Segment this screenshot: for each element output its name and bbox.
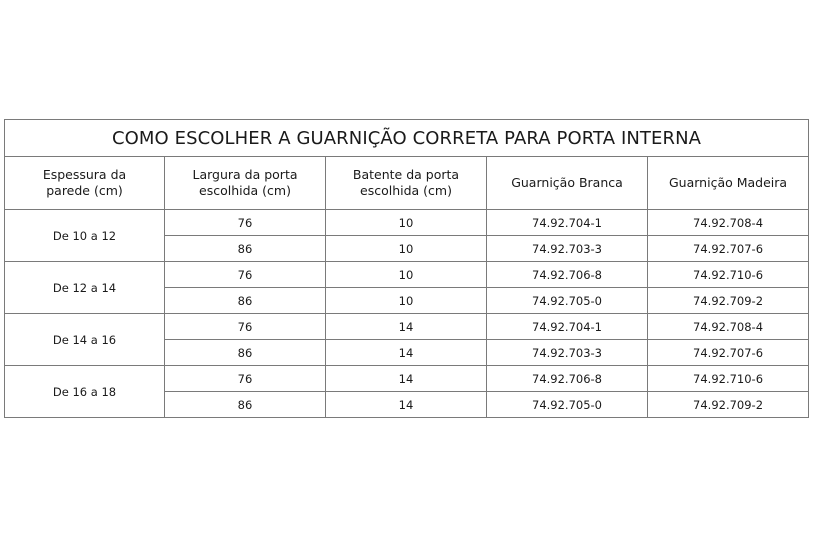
- header-wall-thickness: [5, 157, 165, 210]
- wood-trim-code: 74.92.707-6: [648, 236, 809, 262]
- wood-trim-code: 74.92.708-4: [648, 210, 809, 236]
- header-door-frame: [326, 157, 487, 210]
- table-row: [5, 366, 809, 392]
- table-row: [5, 210, 809, 236]
- door-width-cell: 76: [165, 210, 326, 236]
- white-trim-code: 74.92.704-1: [487, 210, 648, 236]
- white-trim-code: 74.92.703-3: [487, 340, 648, 366]
- header-white-trim: Guarnição Branca: [487, 157, 648, 210]
- wood-trim-code: 74.92.707-6: [648, 340, 809, 366]
- door-width-cell: 76: [165, 366, 326, 392]
- wall-thickness-range: De 16 a 18: [5, 366, 165, 418]
- header-wall-thickness-line-2: parede (cm): [46, 183, 123, 198]
- white-trim-code: 74.92.704-1: [487, 314, 648, 340]
- trim-selection-table: [4, 119, 809, 418]
- white-trim-code: 74.92.706-8: [487, 366, 648, 392]
- header-door-width-line-2: escolhida (cm): [199, 183, 291, 198]
- table-title: COMO ESCOLHER A GUARNIÇÃO CORRETA PARA PORTA INTERNA: [5, 120, 809, 157]
- header-wood-trim: Guarnição Madeira: [648, 157, 809, 210]
- wood-trim-code: 74.92.708-4: [648, 314, 809, 340]
- white-trim-code: 74.92.703-3: [487, 236, 648, 262]
- door-width-cell: 86: [165, 288, 326, 314]
- table-row: [5, 262, 809, 288]
- header-door-width: [165, 157, 326, 210]
- door-frame-cell: 14: [326, 366, 487, 392]
- door-frame-cell: 10: [326, 210, 487, 236]
- wood-trim-code: 74.92.710-6: [648, 262, 809, 288]
- door-frame-cell: 14: [326, 392, 487, 418]
- header-row: [5, 157, 809, 210]
- header-door-frame-line-2: escolhida (cm): [360, 183, 452, 198]
- wall-thickness-range: De 10 a 12: [5, 210, 165, 262]
- door-frame-cell: 14: [326, 314, 487, 340]
- white-trim-code: 74.92.705-0: [487, 392, 648, 418]
- door-frame-cell: 14: [326, 340, 487, 366]
- door-width-cell: 86: [165, 236, 326, 262]
- header-door-width-line-1: Largura da porta: [192, 167, 298, 182]
- door-frame-cell: 10: [326, 236, 487, 262]
- door-frame-cell: 10: [326, 262, 487, 288]
- door-width-cell: 86: [165, 340, 326, 366]
- wood-trim-code: 74.92.709-2: [648, 288, 809, 314]
- table-body: [5, 210, 809, 418]
- title-row: [5, 120, 809, 157]
- header-wall-thickness-line-1: Espessura da: [42, 167, 127, 182]
- header-door-frame-line-1: Batente da porta: [352, 167, 460, 182]
- wood-trim-code: 74.92.709-2: [648, 392, 809, 418]
- door-width-cell: 76: [165, 314, 326, 340]
- door-width-cell: 86: [165, 392, 326, 418]
- door-width-cell: 76: [165, 262, 326, 288]
- white-trim-code: 74.92.705-0: [487, 288, 648, 314]
- table-row: [5, 314, 809, 340]
- white-trim-code: 74.92.706-8: [487, 262, 648, 288]
- wood-trim-code: 74.92.710-6: [648, 366, 809, 392]
- wall-thickness-range: De 14 a 16: [5, 314, 165, 366]
- wall-thickness-range: De 12 a 14: [5, 262, 165, 314]
- door-frame-cell: 10: [326, 288, 487, 314]
